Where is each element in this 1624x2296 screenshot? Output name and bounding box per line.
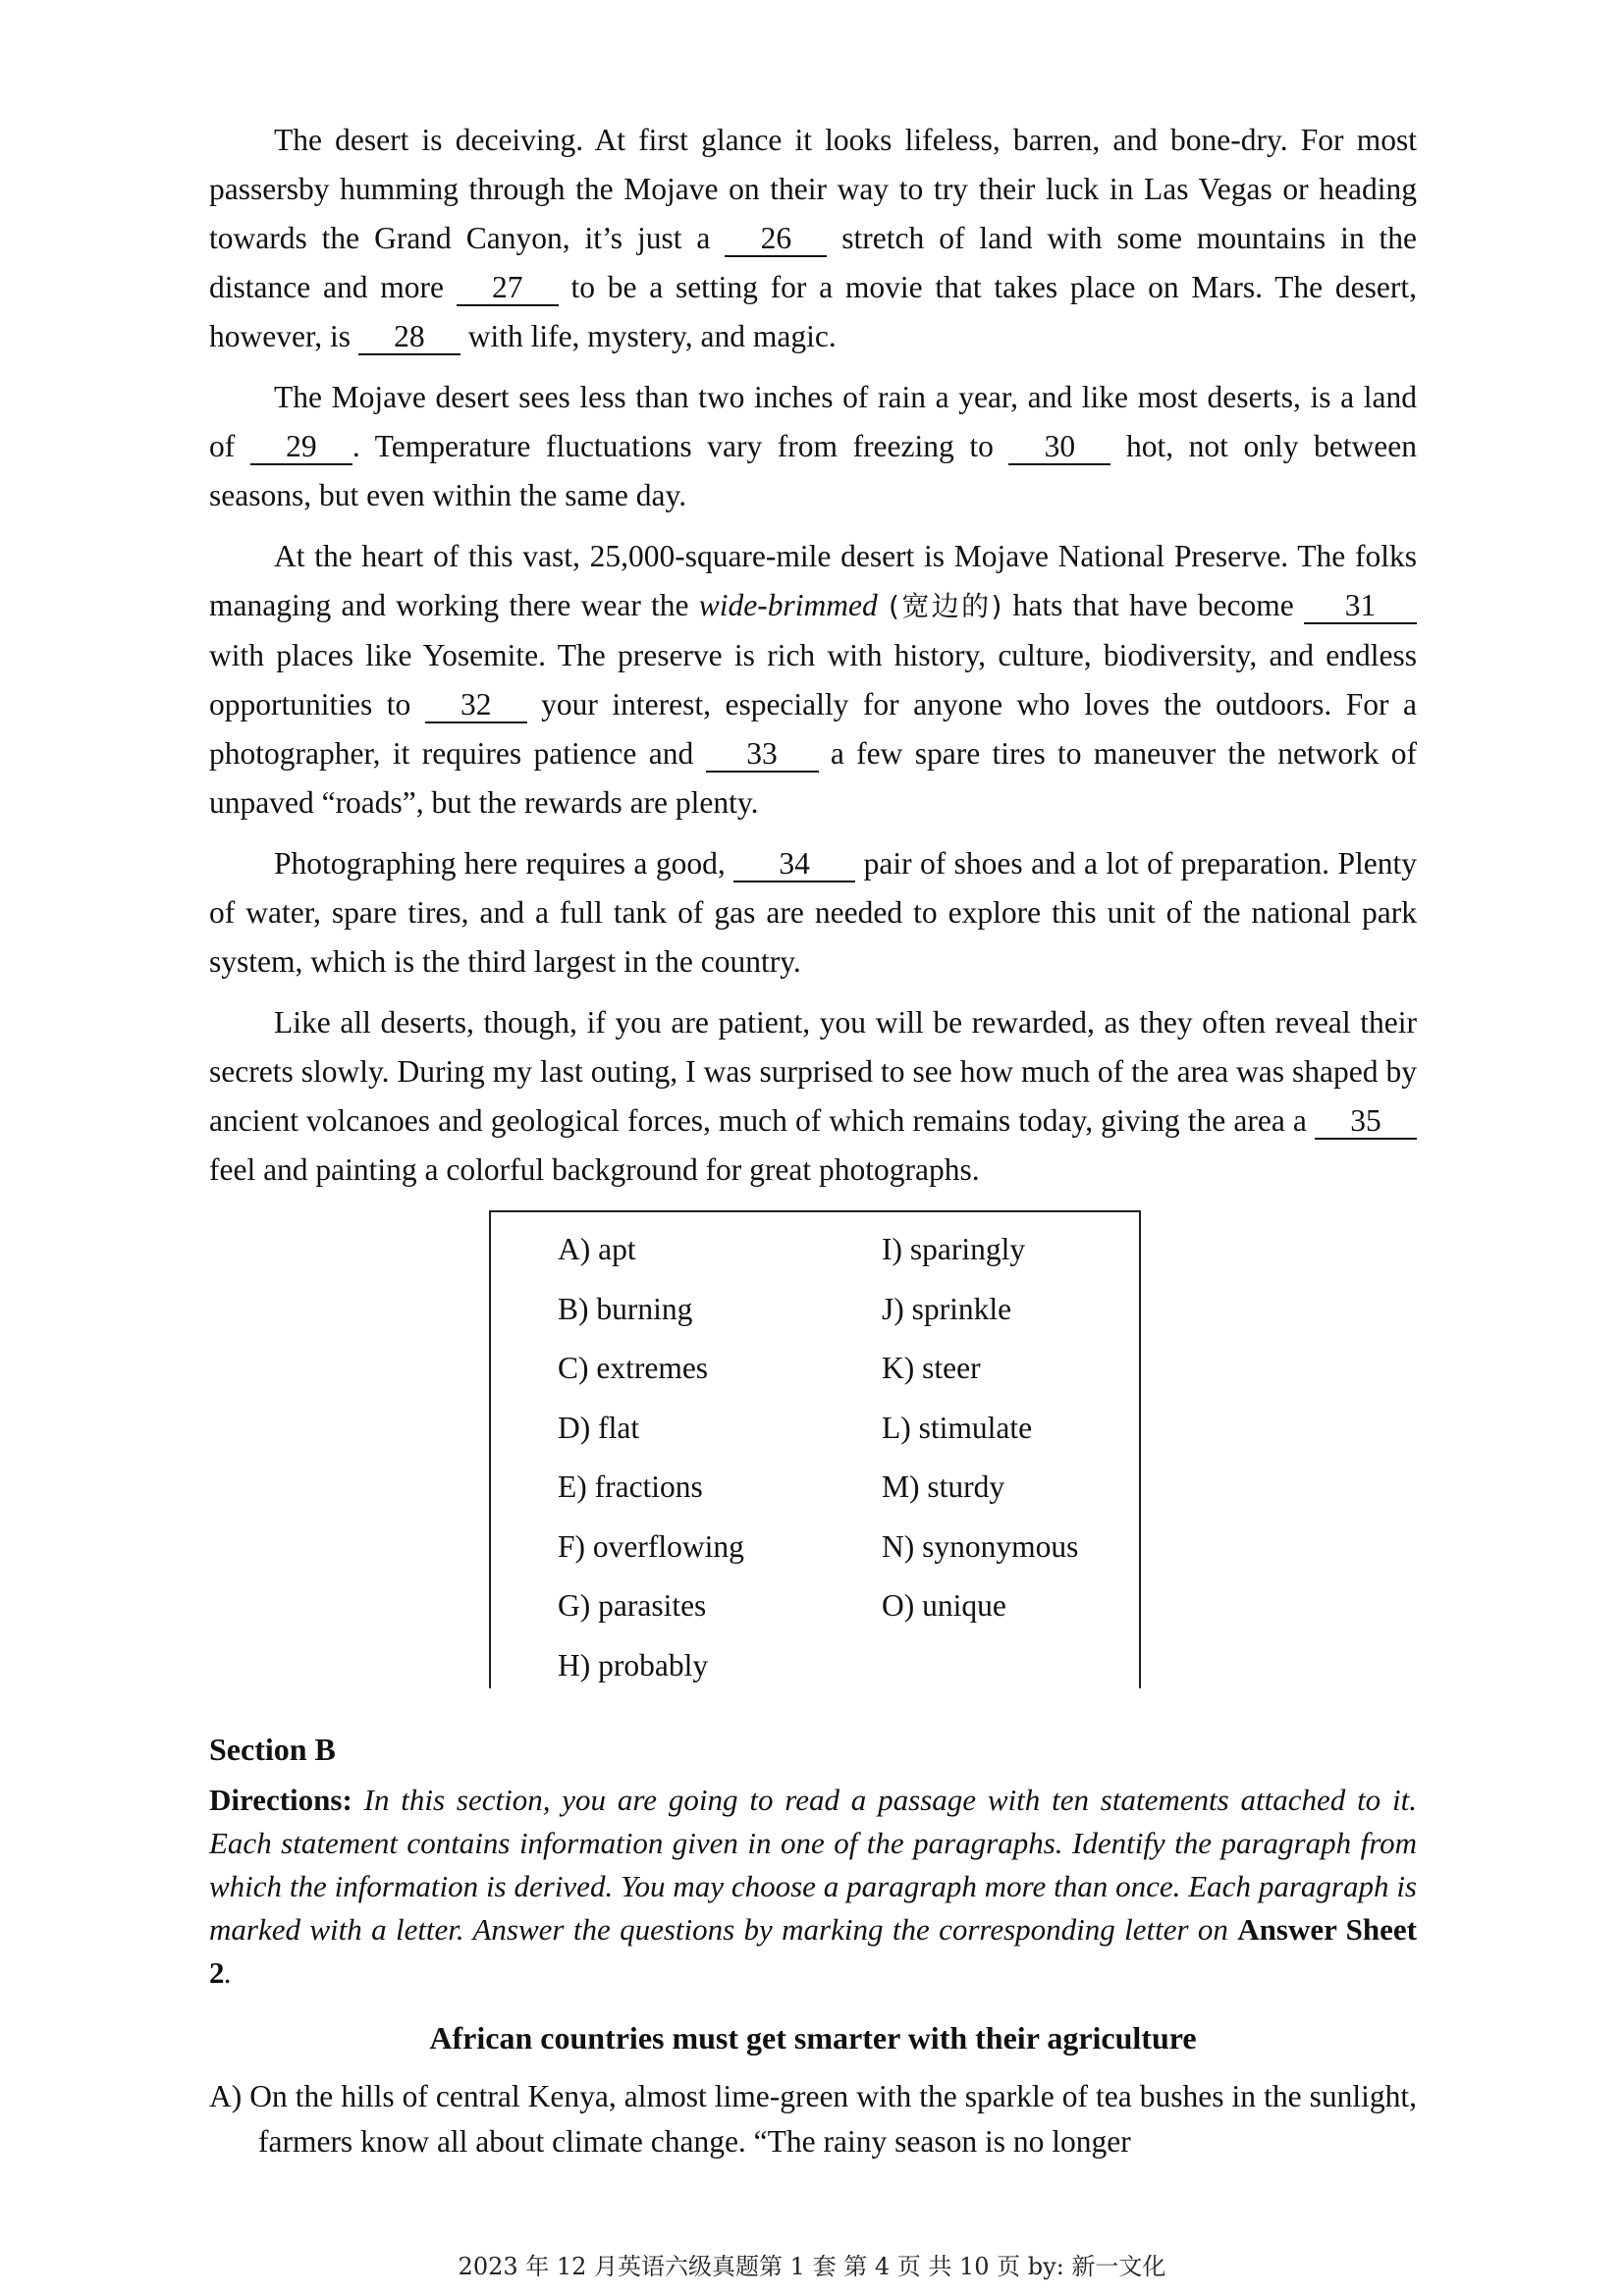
blank-35: 35: [1315, 1104, 1417, 1140]
text: Photographing here requires a good,: [274, 846, 734, 881]
blank-33: 33: [706, 737, 819, 773]
word-option: C) extremes: [558, 1351, 709, 1385]
directions: [209, 1779, 1417, 1995]
text: . Temperature fluctuations vary from freezing to: [352, 429, 1009, 463]
blank-30: 30: [1008, 430, 1110, 465]
word-option: N) synonymous: [882, 1528, 1079, 1564]
text: a few spare tires to maneuver the network of unpaved “roads”, but the rewards are plenty.: [209, 736, 1417, 820]
word-option: B) burning: [558, 1291, 693, 1326]
paragraph-3: [209, 532, 1417, 828]
word-bank-left-column: [558, 1220, 744, 1695]
directions-label: Directions:: [209, 1783, 352, 1817]
blank-32: 32: [425, 688, 527, 723]
text: feel and painting a colorful background for great photographs.: [209, 1152, 980, 1187]
text: At the heart of this vast, 25,000-square-mile desert is Mojave National Preserve. The folks managing and working there wear the: [209, 539, 1417, 622]
word-option: J) sprinkle: [882, 1291, 1012, 1326]
word-option: L) stimulate: [882, 1410, 1033, 1445]
paragraph-5: [209, 998, 1417, 1195]
blank-27: 27: [457, 271, 559, 306]
word-option: E) fractions: [558, 1469, 703, 1504]
word-option: K) steer: [882, 1351, 981, 1385]
word-option: D) flat: [558, 1410, 640, 1445]
text: The desert is deceiving. At first glance it looks lifeless, barren, and bone-dry. For most passersby humming through the Mojave on their way to try their luck in Las Vegas or heading towards the Grand Canyon, it’s just a: [209, 123, 1417, 255]
passage: [209, 116, 1417, 1206]
section-title: Section B: [209, 1732, 336, 1767]
word-option: M) sturdy: [882, 1469, 1005, 1504]
article-paragraph-a: A) On the hills of central Kenya, almost lime-green with the sparkle of tea bushes in the sunlight, farmers know all about climate change. “The rainy season is no longer: [209, 2079, 1417, 2159]
italic-term: wide-brimmed: [698, 588, 878, 622]
text: hot, not only between seasons, but even within the same day.: [209, 429, 1417, 512]
text: hats that have become: [1012, 588, 1304, 622]
text: with life, mystery, and magic.: [460, 319, 837, 353]
text: pair of shoes and a lot of preparation. Plenty of water, spare tires, and a full tank of gas are needed to explore this unit of the national park system, which is the third largest in the country.: [209, 846, 1417, 979]
blank-29: 29: [250, 430, 352, 465]
article-title: African countries must get smarter with their agriculture: [429, 2020, 1197, 2056]
blank-26: 26: [725, 222, 827, 257]
word-option: O) unique: [882, 1588, 1006, 1623]
word-bank-right-column: [882, 1220, 1078, 1636]
word-option: I) sparingly: [882, 1232, 1026, 1266]
word-option: A) apt: [558, 1232, 636, 1266]
text: to be a setting for a movie that takes place on Mars. The desert, however, is: [209, 270, 1417, 353]
text: The Mojave desert sees less than two inches of rain a year, and like most deserts, is a land of: [209, 380, 1417, 463]
blank-28: 28: [358, 320, 460, 355]
word-option: G) parasites: [558, 1588, 707, 1623]
directions-period: .: [224, 1955, 233, 1990]
word-option: H) probably: [558, 1647, 709, 1682]
word-bank: [489, 1210, 1141, 1688]
paragraph-1: [209, 116, 1417, 361]
paragraph-4: [209, 839, 1417, 987]
answer-sheet-ref: Answer Sheet 2: [209, 1912, 1417, 1990]
word-option: F) overflowing: [558, 1528, 744, 1564]
page-footer: 2023 年 12 月英语六级真题第 1 套 第 4 页 共 10 页 by: 新一文化: [458, 2253, 1166, 2280]
text: your interest, especially for anyone who loves the outdoors. For a photographer, it requires patience and: [209, 687, 1417, 771]
text: Like all deserts, though, if you are patient, you will be rewarded, as they often reveal their secrets slowly. During my last outing, I was surprised to see how much of the area was shaped by ancient volcanoes and geological forces, much of which remains today, giving the area a: [209, 1005, 1417, 1138]
paragraph-2: [209, 373, 1417, 520]
blank-31: 31: [1304, 589, 1417, 624]
chinese-gloss: (宽边的): [877, 590, 1013, 622]
text: with places like Yosemite. The preserve is rich with history, culture, biodiversity, and endless opportunities to: [209, 638, 1417, 721]
directions-text: In this section, you are going to read a passage with ten statements attached to it. Each statement contains information given in one of the paragraphs. Identify the paragraph from which the information is derived. You may choose a paragraph more than once. Each paragraph is marked with a letter. Answer the questions by marking the corresponding letter on: [209, 1783, 1417, 1947]
blank-34: 34: [733, 847, 855, 882]
text: stretch of land with some mountains in the distance and more: [209, 221, 1417, 304]
